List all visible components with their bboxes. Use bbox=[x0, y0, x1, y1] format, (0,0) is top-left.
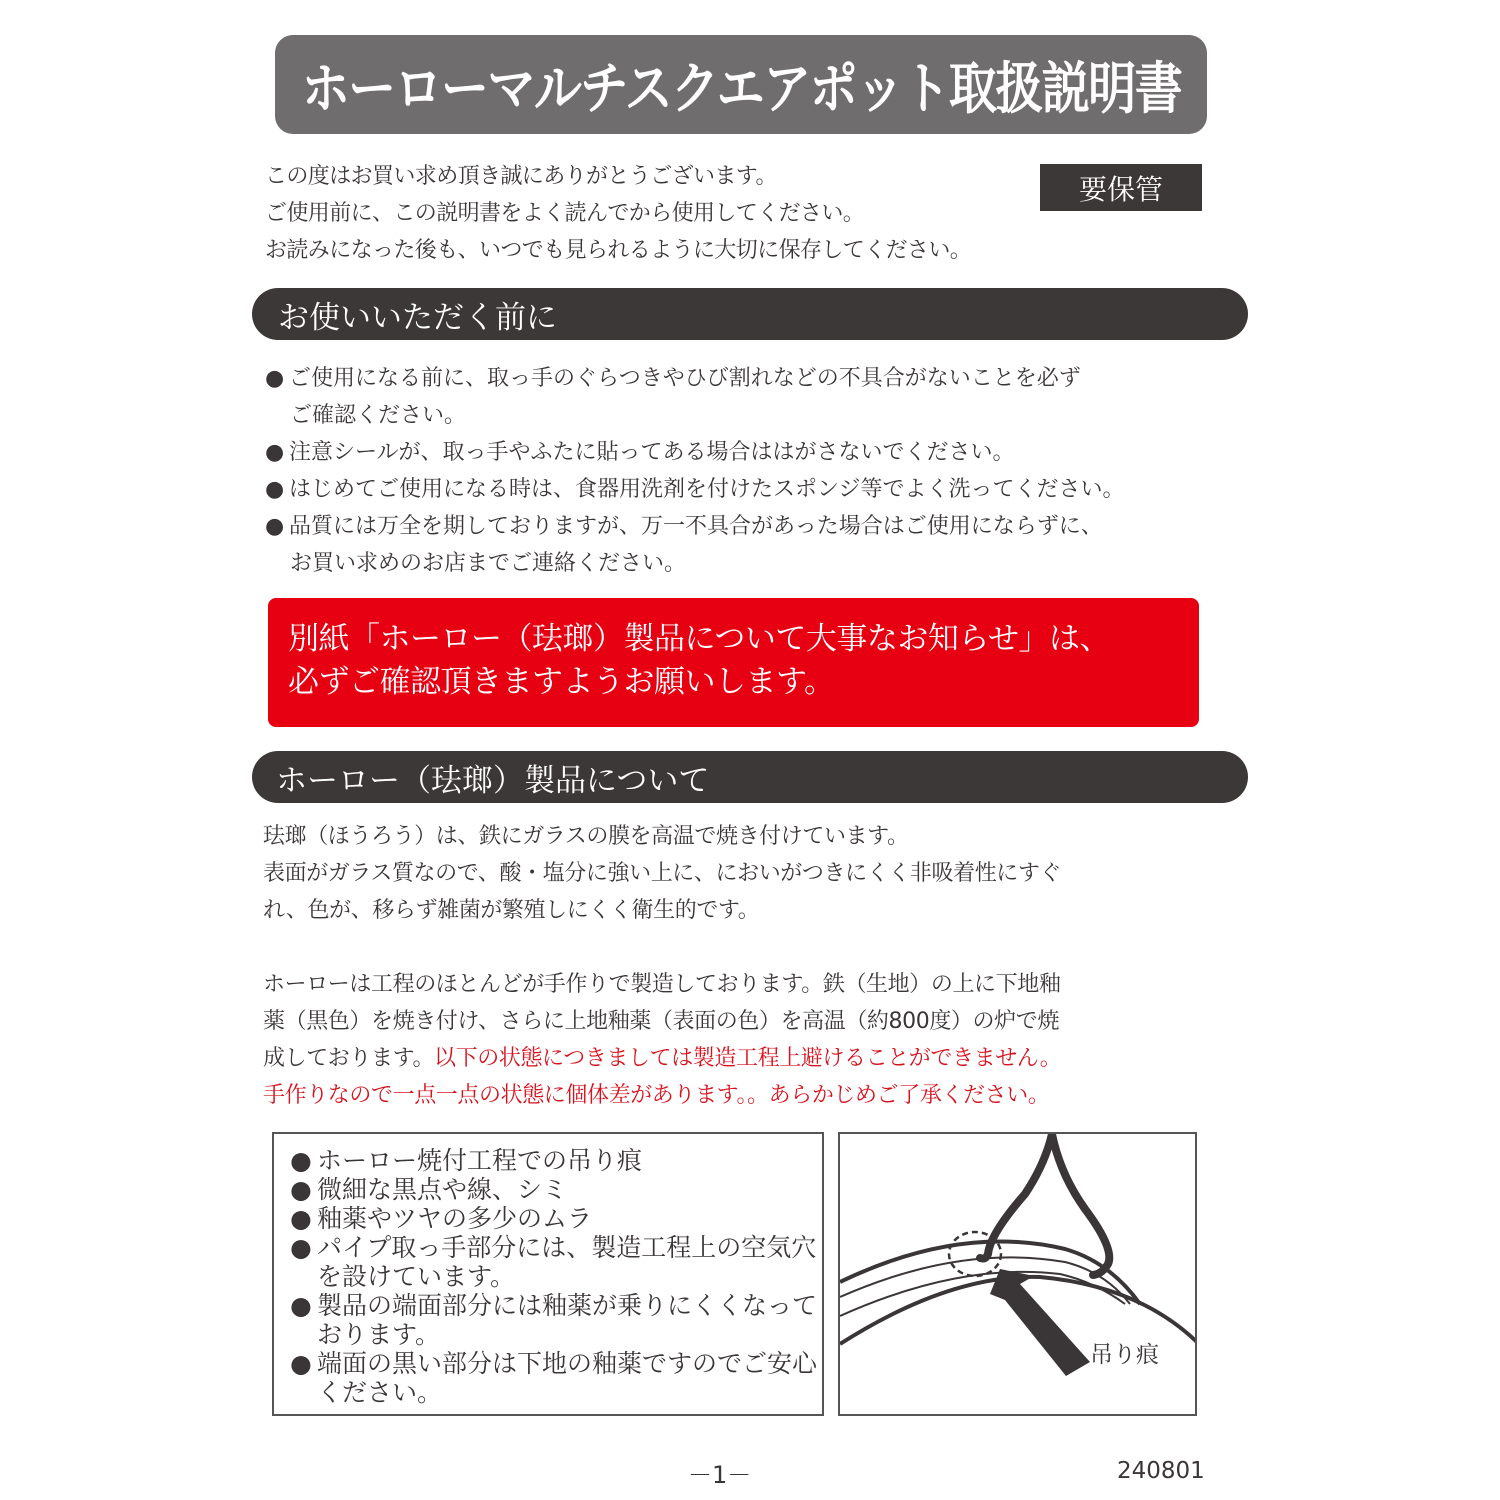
intro-line: ご使用前に、この説明書をよく読んでから使用してください。 bbox=[265, 201, 865, 226]
warning-text: 手作りなので一点一点の状態に個体差があります。。あらかじめご了承ください。 bbox=[263, 1083, 1050, 1108]
bullet-icon: ● bbox=[290, 1349, 312, 1378]
bullet-icon: ● bbox=[290, 1291, 312, 1320]
intro-text bbox=[265, 158, 971, 269]
hanging-mark-figure bbox=[838, 1132, 1197, 1416]
page-number: －1－ bbox=[688, 1461, 752, 1489]
notice-line: 必ずご確認頂きますようお願いします。 bbox=[288, 664, 835, 700]
title-banner bbox=[275, 35, 1207, 134]
conditions-list-box bbox=[272, 1132, 824, 1416]
enamel-description bbox=[263, 818, 1061, 929]
paragraph-line: 表面がガラス質なので、酸・塩分に強い上に、においがつきにくく非吸着性にすぐ bbox=[263, 861, 1062, 886]
list-item-text: ご確認ください。 bbox=[290, 403, 467, 428]
list-item bbox=[265, 434, 1124, 471]
bullet-icon: ● bbox=[290, 1233, 312, 1262]
list-item-text: 端面の黒い部分は下地の釉薬ですのでご安心 bbox=[317, 1349, 818, 1378]
page-title: ホーローマルチスクエアポット取扱説明書 bbox=[301, 56, 1181, 122]
hanging-mark-illustration-icon bbox=[840, 1134, 1197, 1416]
list-item-text: お買い求めのお店までご連絡ください。 bbox=[290, 551, 687, 576]
paragraph-line: ホーローは工程のほとんどが手作りで製造しております。鉄（生地）の上に下地釉 bbox=[263, 972, 1061, 997]
list-item bbox=[265, 508, 1124, 545]
before-use-list bbox=[265, 360, 1124, 582]
list-item-text: ください。 bbox=[317, 1378, 443, 1407]
list-item-text: おります。 bbox=[317, 1320, 441, 1349]
list-item bbox=[265, 360, 1124, 397]
list-item-text: 製品の端面部分には釉薬が乗りにくくなって bbox=[317, 1291, 818, 1320]
bullet-icon: ● bbox=[265, 477, 285, 502]
list-item-text: ホーロー焼付工程での吊り痕 bbox=[317, 1146, 643, 1175]
paragraph-line: れ、色が、移らず雑菌が繁殖しにくく衛生的です。 bbox=[263, 898, 760, 923]
paragraph-line bbox=[263, 1040, 1061, 1077]
list-item-text: 注意シールが、取っ手やふたに貼ってある場合ははがさないでください。 bbox=[289, 440, 1015, 465]
paragraph-line: 珐瑯（ほうろう）は、鉄にガラスの膜を高温で焼き付けています。 bbox=[263, 824, 909, 849]
section-heading: ホーロー（珐瑯）製品について bbox=[276, 762, 710, 799]
paragraph-text: 成しております。 bbox=[263, 1046, 435, 1071]
manufacturing-description bbox=[263, 966, 1061, 1114]
list-item-text: パイプ取っ手部分には、製造工程上の空気穴 bbox=[317, 1233, 817, 1262]
bullet-icon: ● bbox=[290, 1204, 312, 1233]
section-header-enamel bbox=[252, 751, 1248, 803]
paragraph-line: 薬（黒色）を焼き付け、さらに上地釉薬（表面の色）を高温（約800度）の炉で焼 bbox=[263, 1009, 1059, 1034]
document-code: 240801 bbox=[1117, 1458, 1205, 1484]
section-heading: お使いいただく前に bbox=[278, 299, 557, 336]
list-item bbox=[290, 1175, 822, 1204]
keep-badge: 要保管 bbox=[1040, 164, 1202, 211]
list-item bbox=[290, 1204, 822, 1233]
warning-text: 以下の状態につきましては製造工程上避けることができません。 bbox=[434, 1046, 1062, 1071]
list-item bbox=[265, 471, 1124, 508]
list-item-text: はじめてご使用になる時は、食器用洗剤を付けたスポンジ等でよく洗ってください。 bbox=[289, 477, 1125, 502]
list-item bbox=[290, 1146, 822, 1175]
bullet-icon: ● bbox=[290, 1146, 312, 1175]
bullet-icon: ● bbox=[265, 366, 285, 391]
list-item-text: を設けています。 bbox=[317, 1262, 516, 1291]
list-item bbox=[290, 1233, 822, 1262]
section-header-before-use bbox=[252, 288, 1248, 340]
list-item bbox=[290, 1291, 822, 1320]
list-item-text: 微細な黒点や線、シミ bbox=[317, 1175, 568, 1204]
bullet-icon: ● bbox=[290, 1175, 312, 1204]
important-notice bbox=[268, 598, 1199, 727]
intro-line: この度はお買い求め頂き誠にありがとうございます。 bbox=[265, 164, 777, 189]
list-item-text: 釉薬やツヤの多少のムラ bbox=[317, 1204, 593, 1233]
list-item-text: 品質には万全を期しておりますが、万一不具合があった場合はご使用にならずに、 bbox=[289, 514, 1103, 539]
list-item-text: ご使用になる前に、取っ手のぐらつきやひび割れなどの不具合がないことを必ず bbox=[289, 366, 1081, 391]
intro-line: お読みになった後も、いつでも見られるように大切に保存してください。 bbox=[265, 238, 972, 263]
notice-line: 別紙「ホーロー（珐瑯）製品について大事なお知らせ」は、 bbox=[288, 621, 1110, 657]
bullet-icon: ● bbox=[265, 514, 285, 539]
figure-label: 吊り痕 bbox=[1090, 1342, 1159, 1368]
bullet-icon: ● bbox=[265, 440, 285, 465]
list-item bbox=[290, 1349, 822, 1378]
